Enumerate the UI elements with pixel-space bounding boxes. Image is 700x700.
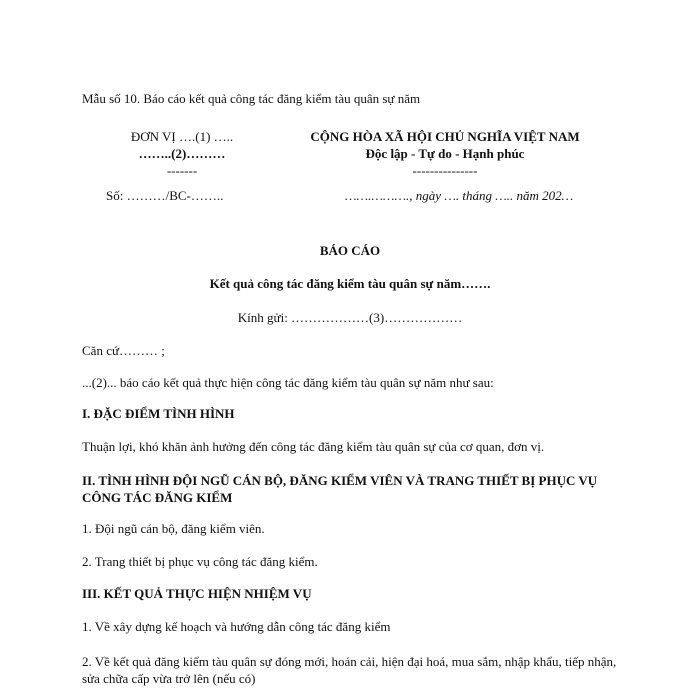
section-item: 2. Trang thiết bị phục vụ công tác đăng kiểm.: [82, 554, 318, 569]
section-heading: II. TÌNH HÌNH ĐỘI NGŨ CÁN BỘ, ĐĂNG KIỂM VIÊN VÀ TRANG THIẾT BỊ PHỤC VỤ CÔNG TÁC ĐĂNG KIỂM: [82, 473, 598, 505]
date-line: [345, 188, 573, 204]
document-number-value: ………/BC-……..: [126, 188, 224, 203]
report-subtitle: Kết quả công tác đăng kiểm tàu quân sự năm…….: [209, 276, 491, 291]
intro-line: ...(2)... báo cáo kết quả thực hiện công tác đăng kiểm tàu quân sự năm như sau:: [82, 375, 494, 390]
section-heading: I. ĐẶC ĐIỂM TÌNH HÌNH: [82, 406, 235, 421]
national-header-block: [300, 128, 590, 179]
nation-name: CỘNG HÒA XÃ HỘI CHỦ NGHĨA VIỆT NAM: [310, 129, 580, 144]
right-divider: ---------------: [412, 163, 478, 178]
recipient-line: Kính gửi: ………………(3)………………: [237, 310, 463, 325]
template-title: Mẫu số 10. Báo cáo kết quả công tác đăng kiểm tàu quân sự năm: [82, 91, 421, 106]
section-item: 1. Về xây dựng kế hoạch và hướng dẫn công tác đăng kiểm: [82, 619, 391, 634]
section-item: 2. Về kết quả đăng kiểm tàu quân sự đóng mới, hoán cải, hiện đại hoá, mua sắm, nhập khẩu, tiếp nhận, sửa chữa cấp vừa trở lên (nếu có): [82, 654, 617, 686]
date-place: …….……….,: [345, 188, 413, 203]
sub-unit-line: ……..(2)………: [138, 146, 226, 161]
document-number-prefix: Số:: [106, 188, 127, 203]
unit-line: ĐƠN VỊ ….(1) …..: [130, 129, 234, 144]
section-item: Thuận lợi, khó khăn ảnh hưởng đến công tác đăng kiểm tàu quân sự của cơ quan, đơn vị.: [82, 439, 545, 454]
date-rest: ngày …. tháng ….. năm 202…: [412, 188, 574, 203]
section-heading: III. KẾT QUẢ THỰC HIỆN NHIỆM VỤ: [82, 586, 312, 601]
report-title: BÁO CÁO: [319, 243, 381, 258]
document-number: [106, 188, 223, 204]
section-item: 1. Đội ngũ cán bộ, đăng kiểm viên.: [82, 521, 265, 536]
left-divider: -------: [166, 163, 198, 178]
issuing-unit-block: [82, 128, 282, 179]
national-motto: Độc lập - Tự do - Hạnh phúc: [365, 146, 525, 161]
basis-line: Căn cứ……… ;: [82, 343, 165, 358]
